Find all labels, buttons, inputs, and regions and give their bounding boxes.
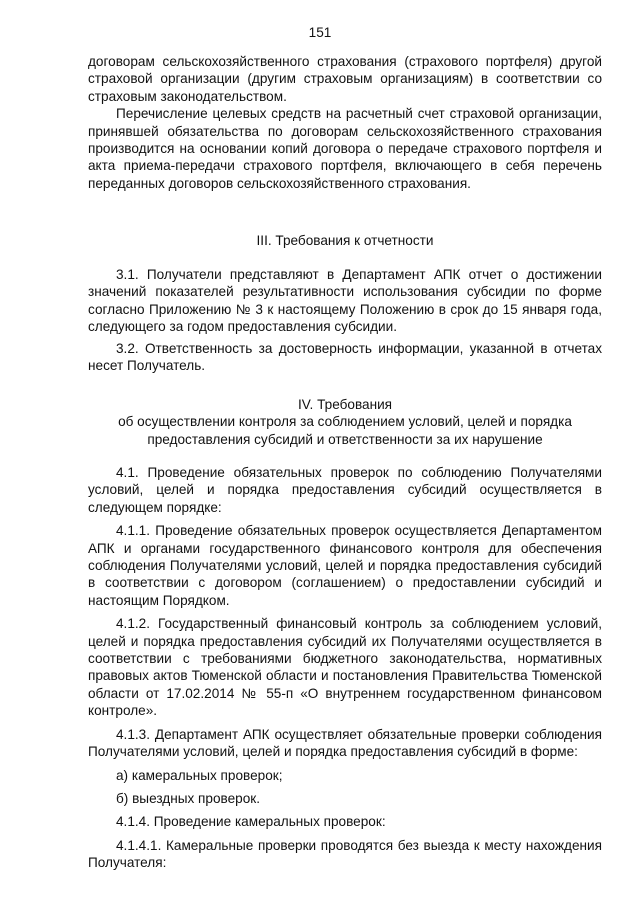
intro-paragraph-2: Перечисление целевых средств на расчетный счет страховой организации, принявшей обязательства по договорам сельскохозяйственного страхования производится на основании копий договора о передаче страхового портфеля и акта приема-передачи страхового портфеля, включающего в себя перечень переданных договоров сельскохозяйственного страхования. xyxy=(88,106,602,191)
section-3-paragraph-1: 3.1. Получатели представляют в Департамент АПК отчет о достижении значений показателей результативности использования субсидии по форме согласно Приложению № 3 к настоящему Положению в срок до 15 января года, следующего за годом предоставления субсидии. xyxy=(88,267,602,335)
section-3-heading: III. Требования к отчетности xyxy=(256,233,434,248)
paragraph-4-1-4-1: 4.1.4.1. Камеральные проверки проводятся без выезда к месту нахождения Получателя: xyxy=(88,837,602,871)
paragraph-4-1: 4.1. Проведение обязательных проверок по соблюдению Получателями условий, целей и порядка предоставления субсидий осуществляется в следующем порядке: xyxy=(88,465,602,515)
intro-block xyxy=(88,53,602,192)
list-item-b: б) выездных проверок. xyxy=(116,790,261,806)
section-4-heading-block xyxy=(88,396,602,448)
page-number: 151 xyxy=(308,25,332,40)
section-3-heading-block xyxy=(88,232,602,249)
section-3-body xyxy=(88,266,602,374)
paragraph-4-1-4: 4.1.4. Проведение камеральных проверок: xyxy=(116,814,386,830)
section-4-heading-line-3: предоставления субсидий и ответственности за их нарушение xyxy=(147,431,543,447)
section-4-heading-line-2: об осуществлении контроля за соблюдением условий, целей и порядка xyxy=(118,414,572,430)
paragraph-4-1-1: 4.1.1. Проведение обязательных проверок осуществляется Департаментом АПК и органами государственного финансового контроля для обеспечения соблюдения Получателями условий, целей и порядка предоставления субсидий в соответствии с договором (соглашением) о предоставлении субсидий и настоящим Порядком. xyxy=(88,523,602,608)
intro-paragraph-1: договорам сельскохозяйственного страхования (страхового портфеля) другой страховой организации (другим страховым организациям) в соответствии со страховым законодательством. xyxy=(88,54,602,104)
section-4-body xyxy=(88,464,602,872)
paragraph-4-1-2: 4.1.2. Государственный финансовый контроль за соблюдением условий, целей и порядка предоставления субсидий их Получателями осуществляется в соответствии с требованиями бюджетного законодательства, нормативных правовых актов Тюменской области и постановления Правительства Тюменской области от 17.02.2014 № 55-п «О внутреннем государственном финансовом контроле». xyxy=(88,616,602,719)
list-item-a: а) камеральных проверок; xyxy=(116,767,283,783)
paragraph-4-1-3: 4.1.3. Департамент АПК осуществляет обязательные проверки соблюдения Получателями условий, целей и порядка предоставления субсидий в форме: xyxy=(88,726,602,760)
section-4-heading-line-1: IV. Требования xyxy=(297,397,393,412)
section-3-paragraph-2: 3.2. Ответственность за достоверность информации, указанной в отчетах несет Получатель. xyxy=(88,340,602,374)
